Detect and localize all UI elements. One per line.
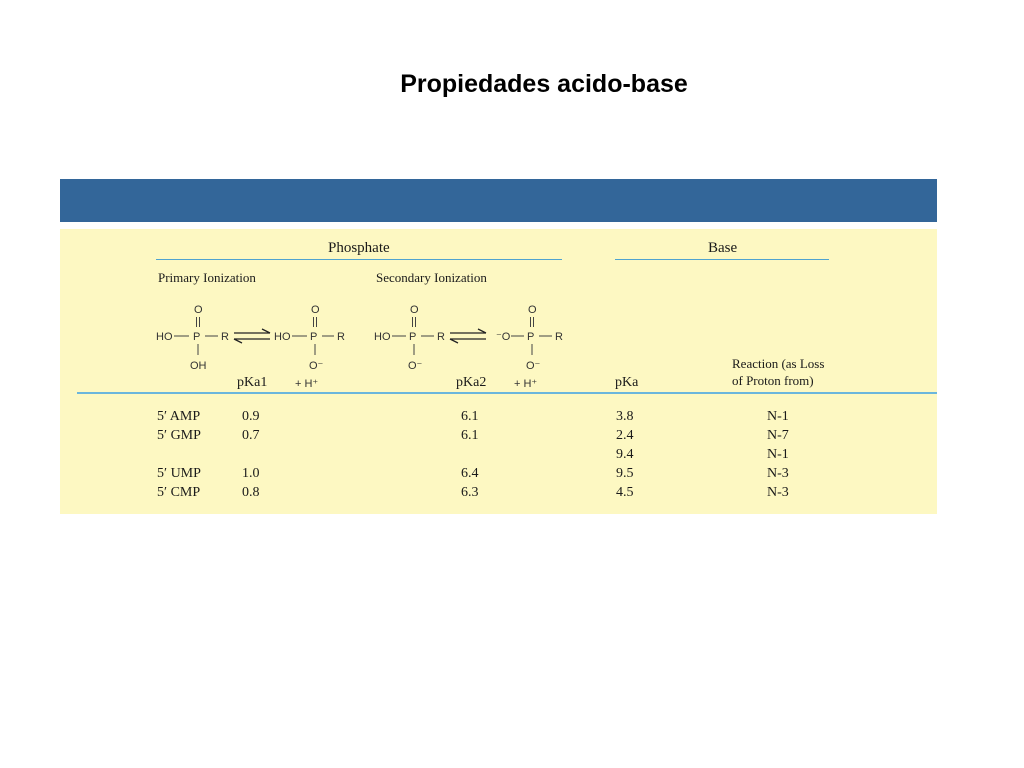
pka2-cell: 6.4	[461, 466, 479, 481]
nucleotide-cell: 5′ AMP	[157, 409, 201, 424]
p-atom: P	[310, 331, 318, 343]
nucleotide-cell: 5′ UMP	[157, 466, 201, 481]
secondary-ionization-scheme	[372, 299, 572, 377]
slide-title: Propiedades acido-base	[400, 70, 688, 98]
base-header-rule	[615, 259, 829, 260]
o-minus-group: O⁻	[526, 360, 541, 372]
ho-group: HO	[274, 331, 291, 343]
p-atom: P	[409, 331, 417, 343]
base-header: Base	[708, 240, 738, 256]
table-row	[60, 409, 937, 427]
table-row	[60, 485, 937, 503]
r-group: R	[221, 331, 229, 343]
site-cell: N-1	[767, 409, 789, 424]
pka2-cell: 6.1	[461, 428, 479, 443]
site-cell: N-3	[767, 466, 789, 481]
p-atom: P	[193, 331, 201, 343]
table-panel	[60, 229, 937, 514]
oh-group: OH	[190, 360, 207, 372]
pka-base-label: pKa	[615, 375, 639, 390]
phosphate-header-rule	[156, 259, 562, 260]
o-atom: O	[311, 304, 320, 316]
site-cell: N-3	[767, 485, 789, 500]
phosphate-header: Phosphate	[328, 240, 390, 256]
pka-base-cell: 2.4	[616, 428, 634, 443]
o-atom: O	[410, 304, 419, 316]
pka1-label: pKa1	[237, 375, 268, 390]
reaction-header-line2: of Proton from)	[732, 373, 814, 388]
pka1-cell: 1.0	[242, 466, 260, 481]
header-divider	[77, 392, 937, 394]
o-minus-group: O⁻	[408, 360, 423, 372]
site-cell: N-7	[767, 428, 789, 443]
plus-h-primary: + H⁺	[295, 378, 319, 390]
r-group: R	[555, 331, 563, 343]
pka-base-cell: 9.4	[616, 447, 634, 462]
pka1-cell: 0.7	[242, 428, 260, 443]
table-header-band	[60, 179, 937, 222]
table-row	[60, 428, 937, 446]
p-atom: P	[527, 331, 535, 343]
r-group: R	[437, 331, 445, 343]
pka1-cell: 0.8	[242, 485, 260, 500]
pka-base-cell: 9.5	[616, 466, 634, 481]
o-atom: O	[528, 304, 537, 316]
pka2-label: pKa2	[456, 375, 487, 390]
neg-o-group: ⁻O	[496, 331, 511, 343]
primary-ionization-header: Primary Ionization	[158, 270, 256, 285]
nucleotide-cell: 5′ GMP	[157, 428, 201, 443]
ho-group: HO	[374, 331, 391, 343]
table-row	[60, 447, 937, 465]
pka2-cell: 6.1	[461, 409, 479, 424]
ho-group: HO	[156, 331, 173, 343]
o-atom: O	[194, 304, 203, 316]
nucleotide-cell: 5′ CMP	[157, 485, 201, 500]
pka2-cell: 6.3	[461, 485, 479, 500]
primary-ionization-scheme	[152, 299, 352, 377]
secondary-ionization-header: Secondary Ionization	[376, 270, 487, 285]
pka-base-cell: 4.5	[616, 485, 634, 500]
plus-h-secondary: + H⁺	[514, 378, 538, 390]
reaction-header-line1: Reaction (as Loss	[732, 356, 825, 371]
pka-base-cell: 3.8	[616, 409, 634, 424]
pka1-cell: 0.9	[242, 409, 260, 424]
table-row	[60, 466, 937, 484]
r-group: R	[337, 331, 345, 343]
o-minus-group: O⁻	[309, 360, 324, 372]
site-cell: N-1	[767, 447, 789, 462]
